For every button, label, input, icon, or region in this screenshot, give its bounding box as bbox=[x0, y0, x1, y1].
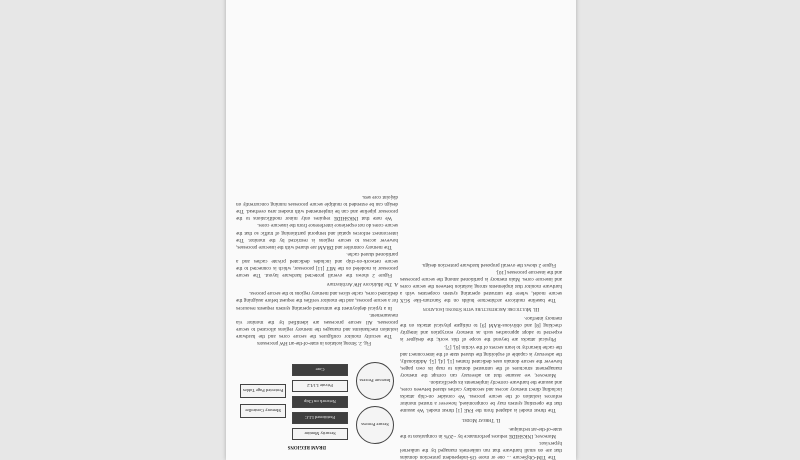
insecure-process-node: Insecure Process bbox=[356, 362, 394, 400]
secure-process-node: Secure Process bbox=[356, 406, 394, 444]
paragraph: The memory controller and DRAM are shared with the insecure processes, however access to secure regions is restricted by the monitor. The interconnect enforces spatial and temporal partitioning of traffic so that the secure cores do not experience interference from the insecure cores. bbox=[236, 222, 398, 250]
noc-box: Network on Chip bbox=[292, 396, 348, 408]
pdf-page bbox=[226, 0, 576, 460]
figure-caption: Fig. 2. Strong isolation in state-of-the-art HW processors bbox=[257, 340, 371, 345]
paragraph: Figure 2 shows the overall proposed hardware protection design. bbox=[421, 261, 556, 268]
paragraph: The baseline multicore architecture builds on the Sanctum-like SGX secure model, where the untrusted operating system cooperates with a hardware monitor that implements strong isolation between the secure cores and insecure cores. Main memory is partitioned among the secure processes and the insecure processes [10]. bbox=[400, 268, 562, 304]
paragraph: Figure 2 shows the overall protected hardware layout. The secure processor is modeled on the MIT [11] processor, which is connected to the secure network-on-chip and includes dedicated private caches and a partitioned shared cache. bbox=[236, 250, 398, 279]
paragraph: Moreover, we assume that an adversary can corrupt the memory management structures of the untrusted domain to map its own pages, however the secure domain uses dedicated frames [1], [4], [5]. Additionally, the adversary is capable of exploiting the shared state of the interconnect and the cache hierarchy to learn secrets of the victim [6], [7]. bbox=[400, 343, 562, 378]
section-heading: II. Threat Model bbox=[461, 416, 501, 423]
monitor-box: Security Monitor bbox=[292, 428, 348, 440]
paragraph: Physical attacks are beyond the scope of this work; the designer is expected to adopt approaches such as memory encryption and integrity checking [8] and oblivious-RAM [9] to mitigate physical attacks on the memory interface. bbox=[400, 315, 562, 343]
paragraph: Moreover, INKSHIDE reduces performance by ~20% in comparison to the state-of-the-art technique. bbox=[400, 425, 562, 439]
rotated-page-content bbox=[226, 0, 576, 460]
paragraph: The threat model is adapted from the FAE [1] threat model. We assume that the operating system may be compromised, however a trusted monitor enforces isolation of the secure process. We consider on-chip attacks including direct memory access and secondary caches shared between cores, and assume the hardware correctly implements its specification. bbox=[400, 379, 562, 414]
right-column bbox=[236, 193, 398, 460]
paragraph: The TIM-ObjSecure ... one or more OS-independent protection domains that are on small hardware that run unikernels managed by the unikernel hypervisor. bbox=[400, 439, 562, 460]
paragraph: The security monitor configures the secure cores and the hardware isolation mechanisms and manages the memory regions allocated to secure processes. All secure processes are identified by the monitor via measurement. bbox=[236, 311, 398, 339]
subsection-heading: A. The Multicore HW Architecture bbox=[326, 281, 398, 288]
paragraph: We note that INKSHIDE requires only minor modifications to the processor pipeline and can be implemented with modest area overhead. The design can be extended to multiple secure processes running concurrently on disjoint core sets. bbox=[236, 194, 398, 222]
paragraph: In a typical deployment the untrusted operating system requests resources for a secure process, and the monitor verifies the request before assigning the dedicated cores, cache slices and memory regions to the secure process. bbox=[236, 290, 398, 311]
figure-title: DRAM REGIONS bbox=[287, 444, 326, 449]
memory-controller-box: Memory Controller bbox=[240, 404, 286, 418]
l1-box: Private L1/L2 bbox=[292, 380, 348, 392]
section-heading: III. Multicore Architecture with Strong Isolation bbox=[422, 306, 540, 313]
left-column bbox=[400, 260, 562, 460]
llc-box: Partitioned LLC bbox=[292, 412, 348, 424]
page-table-box: Protected Page Tables bbox=[240, 384, 286, 398]
architecture-figure bbox=[236, 346, 398, 458]
core-box: Core bbox=[292, 364, 348, 376]
